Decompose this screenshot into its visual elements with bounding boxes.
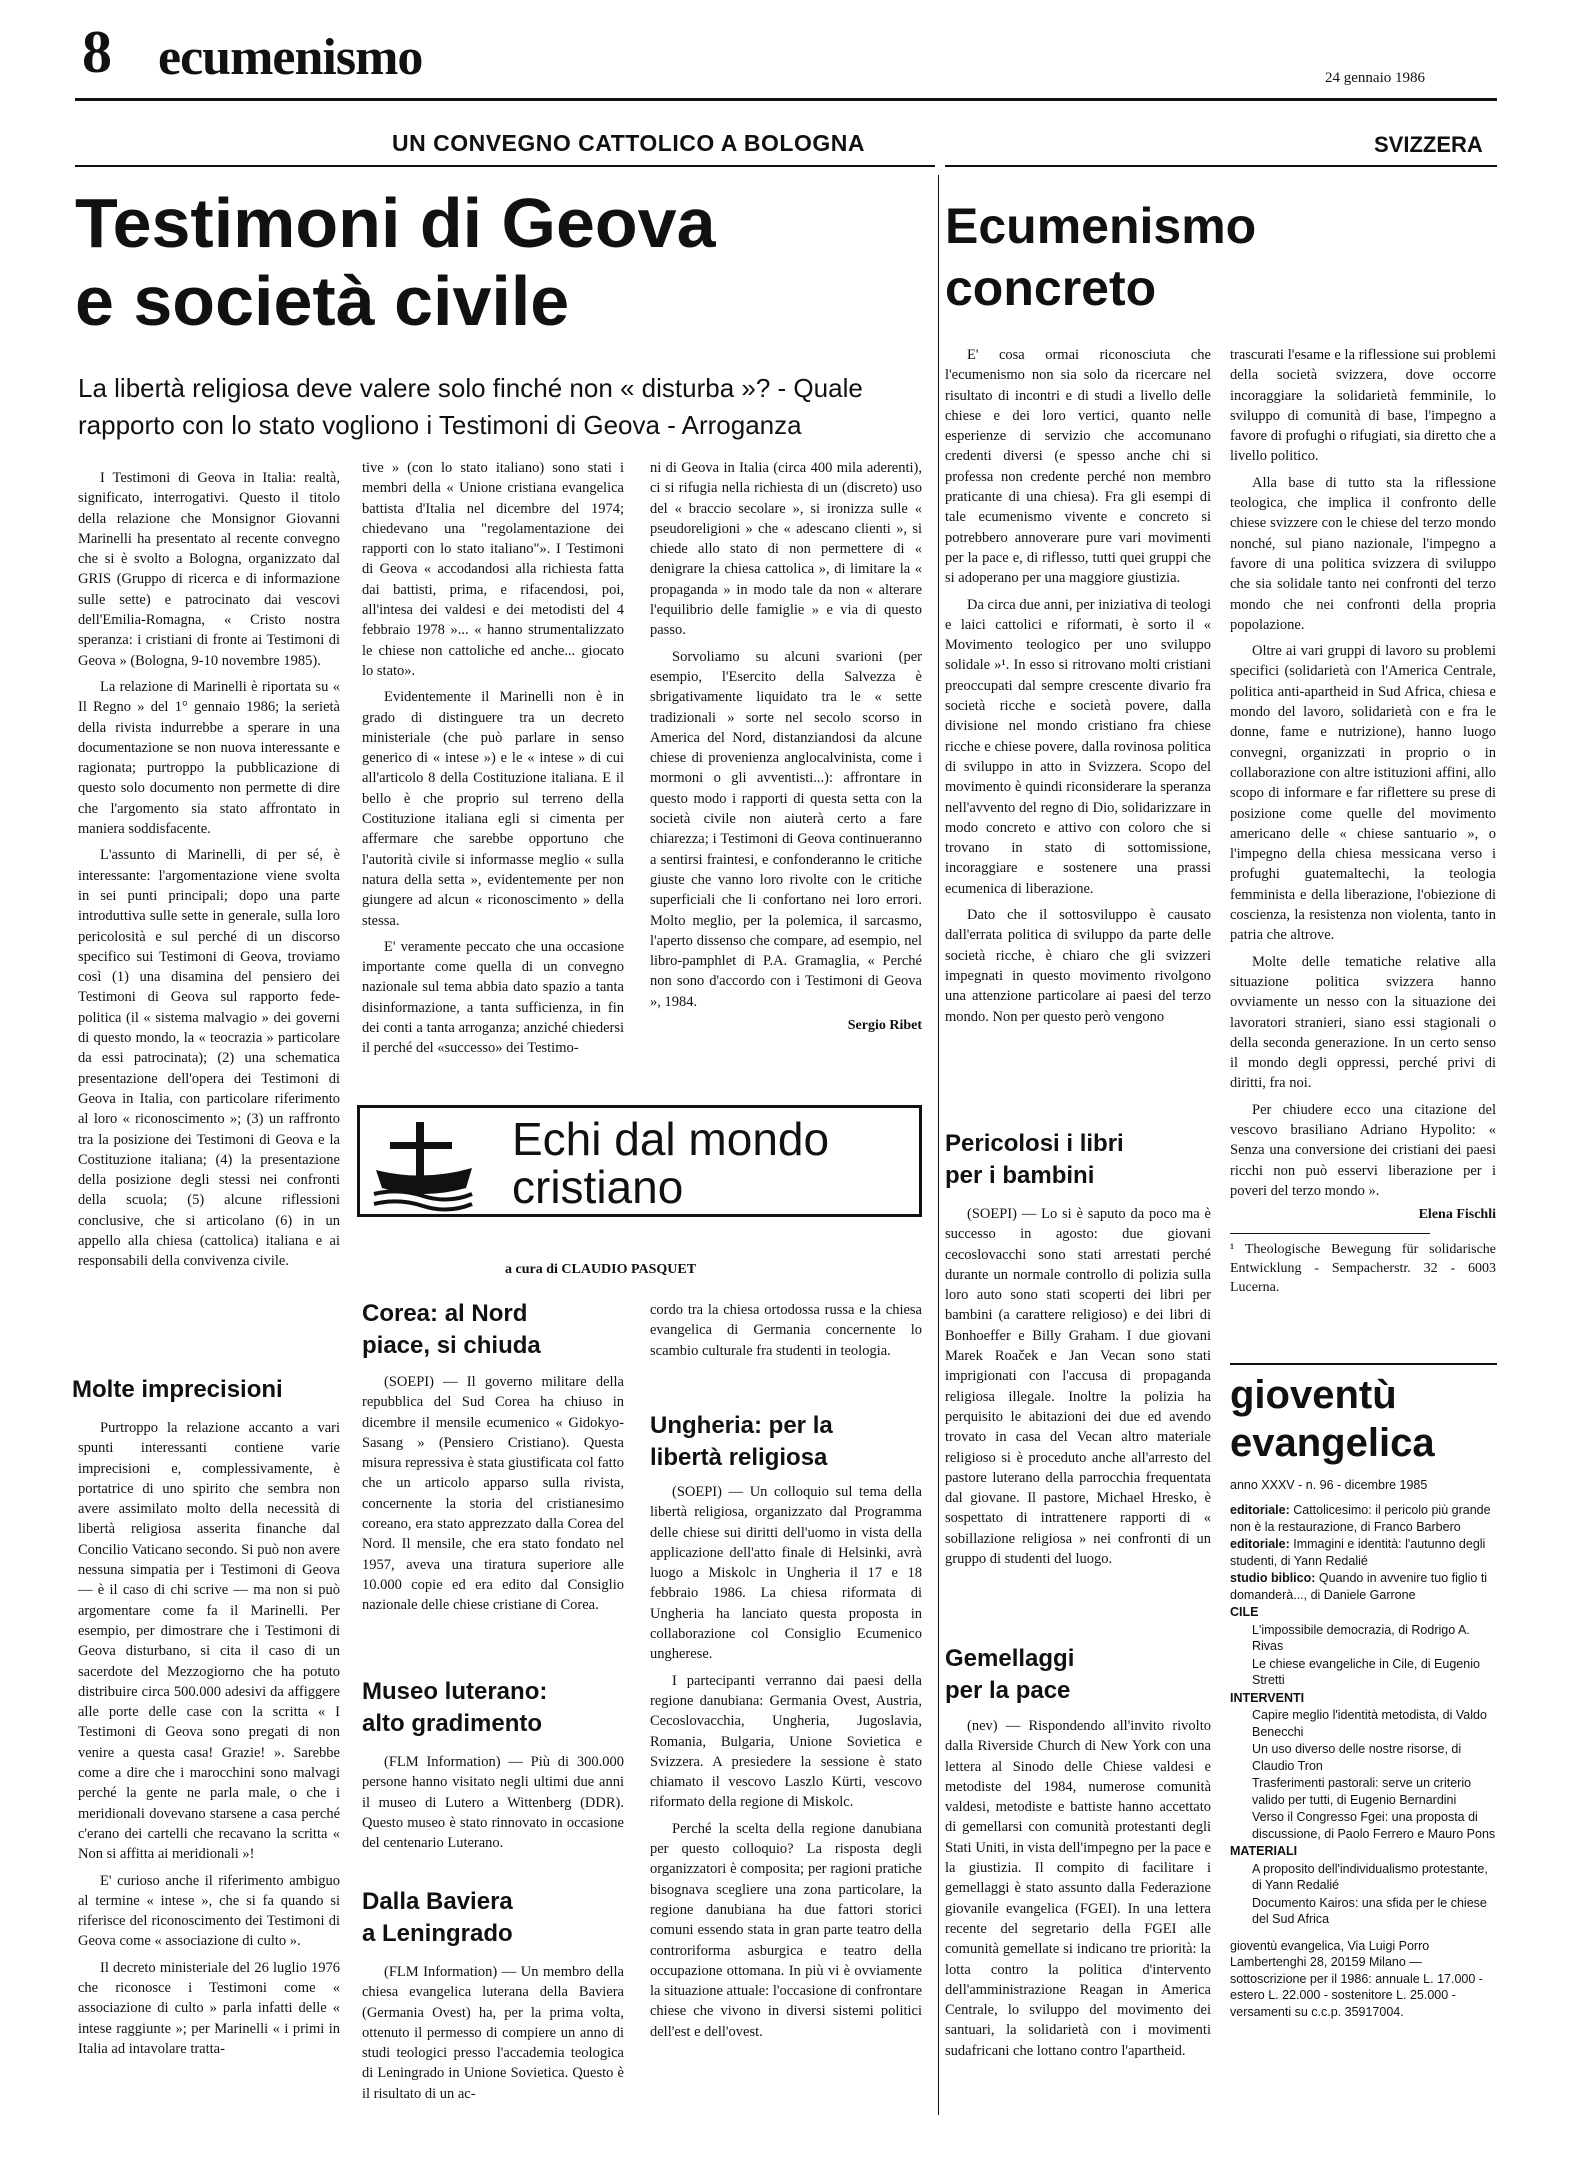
baviera-headline-2: a Leningrado: [362, 1920, 513, 1947]
contents-item: A proposito dell'individualismo protestante, di Yann Redalié: [1252, 1861, 1488, 1892]
contents-item: L'impossibile democrazia, di Rodrigo A. Rivas: [1252, 1622, 1470, 1653]
gioventu-subscription: gioventù evangelica, Via Luigi Porro Lambertenghi 28, 20159 Milano — sottoscrizione per il 1986: annuale L. 17.000 - estero L. 22.000 - sostenitore L. 25.000 - versamenti su c.c.p. 35917004.: [1230, 1938, 1483, 2019]
contents-item: Documento Kairos: una sfida per le chiese del Sud Africa: [1252, 1895, 1487, 1926]
subhead-molte-imprecisioni: Molte imprecisioni: [72, 1376, 283, 1403]
paragraph: Alla base di tutto sta la riflessione teologica, che implica il confronto delle chiese svizzere con le chiese del terzo mondo nonché, sul piano nazionale, l'impegno a favore di una politica svizzera di sviluppo che sia solidale tanto nei confronti del terzo mondo che nei confronti della propria popolazione.: [1230, 474, 1496, 633]
paragraph: (SOEPI) — Lo si è saputo da poco ma è successo in agosto: due giovani cecoslovacchi sono stati arrestati perché durante un normale controllo di polizia sulla loro auto sono stati scoperti dei libri per bambini (a carattere religioso) e dei libri di Bonhoeffer e Billy Graham. I due giovani Marek Roaček e Jan Vecan sono stati imprigionati con l'accusa di propaganda religiosa illegale. Inoltre la polizia ha perquisito le abitazioni dei due ed avendo trovato in casa del Vecan altro materiale religioso si è proceduto anche all'arresto del pastore luterano della parrocchia frequentata dal giovane. Il pastore, Michael Hresko, è sospettato di intrattenere rapporti di « sobillazione religiosa » nei confronti di un gruppo di studenti del luogo.: [945, 1206, 1211, 1568]
museo-text: [362, 1752, 624, 1859]
paragraph: (SOEPI) — Un colloquio sul tema della libertà religiosa, organizzato dal Programma delle chiese sui diritti dell'uomo in vista della applicazione dell'atto finale di Helsinki, avrà luogo a Miskolc in Ungheria il 17 e 18 febbraio 1986. La chiesa riformata di Ungheria ha lanciato questa proposta in collaborazione col Consiglio Ecumenico ungherese.: [650, 1484, 922, 1663]
gemellaggi-headline-2: per la pace: [945, 1677, 1071, 1704]
paragraph: Per chiudere ecco una citazione del vescovo brasiliano Adriano Hypolito: « Senza una conversione dei cristiani dei paesi ricchi non può esservi liberazione per i poveri del terzo mondo ».: [1230, 1101, 1496, 1199]
signature-ribet: Sergio Ribet: [847, 1018, 922, 1034]
paragraph: (SOEPI) — Il governo militare della repubblica del Sud Corea ha chiuso in dicembre il mensile ecumenico « Gidokyo-Sasang » (Pensiero Cristiano). Questa misura repressiva è stata giustificata col fatto che un articolo apparso sulla rivista, concernente la storia del cristianesimo coreano, era stato apprezzato dalla Corea del Nord. Il mensile, che era stato fondato nel 1957, aveva una tiratura superiore alle 10.000 copie ed era edito dal Consiglio nazionale delle chiese cristiane di Corea.: [362, 1374, 624, 1614]
paragraph: Da circa due anni, per iniziativa di teologi e laici cattolici e riformati, è sorto il « Movimento teologico per uno sviluppo solidale »¹. In esso si ritrovano molti cristiani preoccupati dal sempre crescente divario fra società ricche e società povere, dalla divisione nel mondo cristiano fra chiese ricche e chiese povere, dalla rovinosa politica di sviluppo in atto in Svizzera. Scopo del movimento è quindi riconsiderare la speranza nell'avvento del regno di Dio, solidarizzare in modo concreto e attivo con coloro che si trovano in stato di sottomissione, incoraggiare e sostenere una prassi ecumenica di liberazione.: [945, 596, 1211, 897]
paragraph: ni di Geova in Italia (circa 400 mila aderenti), ci si rifugia nella richiesta di un (discreto) uso del « braccio secolare », si ironizza sulle « pseudoreligioni » che « adescano clienti », si chiede allo stato di non permettere di « denigrare la chiesa cattolica », di limitare la « propaganda » in modo tale da non « alterare l'equilibrio delle famiglie » e via di questo passo.: [650, 460, 922, 639]
contents-item: editoriale: Cattolicesimo: il pericolo più grande non è la restaurazione, di Franco Barbero: [1230, 1503, 1491, 1534]
echi-box: [357, 1105, 922, 1217]
contents-section: MATERIALI: [1230, 1844, 1298, 1858]
right-kicker: SVIZZERA: [1374, 132, 1483, 157]
paragraph: (FLM Information) — Un membro della chiesa evangelica luterana della Baviera (Germania Ovest) ha, per la prima volta, ottenuto il permesso di compiere un anno di studi teologici presso l'accademia teologica di Leningrado in Unione Sovietica. Questo è il risultato di un ac-: [362, 1964, 624, 2102]
contents-item: Le chiese evangeliche in Cile, di Eugenio Stretti: [1252, 1656, 1480, 1687]
paragraph: E' veramente peccato che una occasione importante come quella di un convegno nazionale sul tema abbia dato spazio a tanta disinformazione, a tanta sufficienza, in fin dei conti a tanta arroganza; anziché chiedersi il perché del «successo» dei Testimo-: [362, 938, 624, 1057]
ungheria-text: [650, 1482, 922, 2048]
right-story-col-2: [1230, 345, 1496, 1297]
paragraph: trascurati l'esame e la riflessione sui problemi della società svizzera, dove occorre incoraggiare la solidarietà femminile, lo sviluppo di comunità di base, l'impegno a favore di profughi o rifugiati, sia diretto che a livello politico.: [1230, 347, 1496, 465]
gioventu-title-1: gioventù: [1230, 1373, 1397, 1417]
right-story-col-1: [945, 345, 1211, 1033]
contents-item: Verso il Congresso Fgei: una proposta di discussione, di Paolo Ferrero e Mauro Pons: [1252, 1810, 1496, 1841]
contents-item: Trasferimenti pastorali: serve un criterio valido per tutti, di Eugenio Bernardini: [1252, 1776, 1472, 1807]
section-title: ecumenismo: [158, 29, 423, 86]
left-story-col-2: [362, 458, 624, 1065]
kicker-rule: [75, 165, 935, 167]
contents-item: studio biblico: Quando in avvenire tuo figlio ti domanderà..., di Daniele Garrone: [1230, 1571, 1488, 1602]
paragraph: L'assunto di Marinelli, di per sé, è interessante: l'argomentazione viene svolta in sei punti principali; dopo una parte introduttiva sulle sette in generale, sulla loro pericolosità e sul perché di un discorso specifico sui Testimoni di Geova, troviamo così (1) una disamina del pensiero dei Testimoni di Geova sul rapporto fede-politica (il « sistema malvagio » dei governi di questo mondo, la « teocrazia » particolare da essi patrocinata); (2) una schematica presentazione dell'opera dei Testimoni di Geova in Italia, con particolare riferimento al loro « riconoscimento »; (3) un raffronto tra la posizione dei Testimoni di Geova e la Costituzione italiana; (4) la presentazione della posizione degli stessi nei confronti della scuola; (5) alcune riflessioni conclusive, che si articolano (6) in un appello alla chiesa (cattolica) italiana e ai responsabili della convivenza civile.: [78, 847, 340, 1270]
contents-section: CILE: [1230, 1605, 1259, 1619]
paragraph: La relazione di Marinelli è riportata su « Il Regno » del 1° gennaio 1986; la serietà della rivista indurrebbe a sperare in una documentazione se non nuova interessante e ragionata; purtroppo la pubblicazione di questo solo documento non permette di dire che l'argomento sia stato affrontato in maniera soddisfacente.: [78, 678, 340, 838]
right-headline-2: concreto: [945, 260, 1157, 316]
echi-curator: a cura di CLAUDIO PASQUET: [505, 1262, 697, 1277]
pericolosi-headline-1: Pericolosi i libri: [945, 1130, 1124, 1157]
contents-item: Capire meglio l'identità metodista, di Valdo Benecchi: [1252, 1708, 1487, 1739]
signature-fischli: Elena Fischli: [1418, 1207, 1496, 1223]
paragraph: Molte delle tematiche relative alla situazione politica svizzera hanno ovviamente un nesso con la situazione dei lavoratori stranieri, siano essi stagionali o della seconda generazione. In un certo senso il mondo degli oppressi, perché privi di diritti, fra noi.: [1230, 953, 1496, 1092]
ungheria-headline-2: libertà religiosa: [650, 1444, 828, 1471]
left-story-col-3: [650, 458, 922, 1034]
pericolosi-headline-2: per i bambini: [945, 1162, 1095, 1189]
paragraph: Oltre ai vari gruppi di lavoro su problemi specifici (solidarietà con l'America Centrale, politica anti-apartheid in Sud Africa, chiesa e mondo del lavoro, solidarietà con e fra le donne, fame e nutrizione), hanno luogo convegni, organizzati in proprio o in collaborazione con altre istituzioni affini, allo scopo di informare e far riflettere su prese di posizione come quelle del movimento americano delle « chiese santuario », o l'impegno della chiesa messicana verso i profughi guatemaltechi, la teologia femminista e della liberazione, l'obiezione di coscienza, la resistenza non violenta, tanto in patria che altrove.: [1230, 643, 1496, 944]
paragraph: I partecipanti verranno dai paesi della regione danubiana: Germania Ovest, Austria, Cecoslovacchia, Ungheria, Jugoslavia, Romania, Bulgaria, Unione Sovietica e Svizzera. A presiedere la sessione è stato chiamato il vescovo Laszlo Kürti, vescovo riformato della regione di Miskolc.: [650, 1672, 922, 1811]
paragraph: (nev) — Rispondendo all'invito rivolto dalla Riverside Church di New York con una lettera al Sinodo delle Chiese valdesi e metodiste del 1984, numerose comunità valdesi, metodiste e battiste hanno accettato di gemellarsi con comunità protestanti degli Stati Uniti, in vista dell'impegno per la pace e la giustizia. Il compito di facilitare i gemellaggi è stato assunto dalla Federazione giovanile evangelica (FGEI). In una lettera recente del segretario della FGEI alle comunità gemellate si indicano tre priorità: la lotta contro la politica d'intervento dell'amministrazione Reagan in America Centrale, lo sviluppo del movimento dei santuari, la solidarietà con i movimenti sudafricani che lottano contro l'apartheid.: [945, 1718, 1211, 2059]
gioventu-top-rule: [1230, 1363, 1497, 1365]
gioventu-issue: anno XXXV - n. 96 - dicembre 1985: [1230, 1478, 1428, 1492]
issue-date: 24 gennaio 1986: [1325, 70, 1425, 86]
pericolosi-text: [945, 1204, 1211, 1575]
paragraph: cordo tra la chiesa ortodossa russa e la chiesa evangelica di Germania concernente lo scambio culturale fra studenti in teologia.: [650, 1302, 922, 1359]
cross-boat-icon: [368, 1110, 478, 1214]
footnote: ¹ Theologische Bewegung für solidarische Entwicklung - Sempacherstr. 32 - 6003 Lucerna.: [1230, 1242, 1496, 1296]
paragraph: Sorvoliamo su alcuni svarioni (per esempio, l'Esercito della Salvezza è sbrigativamente liquidato tra le « sette tradizionali » sorte nel secolo scorso in America del Nord, distanziandosi da alcune chiese di provenienza anglocalvinista, come i mormoni o gli avventisti...): affrontare in questo modo i rapporti di questa setta con la società civile non aiuterà certo a fare chiarezza; i Testimoni di Geova continueranno a sentirsi fraintesi, e confonderanno le critiche giuste che vanno loro rivolte con le critiche superficiali che li confortano nei loro errori. Molto meglio, per la polemica, il sarcasmo, l'aperto dissenso che compare, ad esempio, nel libro-pamphlet di P.A. Gramaglia, « Perché non sono d'accordo con i Testimoni di Geova », 1984.: [650, 648, 922, 1010]
museo-headline-2: alto gradimento: [362, 1710, 543, 1737]
paragraph: (FLM Information) — Più di 300.000 persone hanno visitato negli ultimi due anni il museo di Lutero a Wittenberg (DDR). Questo museo è stato rinnovato in occasione del centenario Luterano.: [362, 1754, 624, 1852]
page-number: 8: [82, 19, 112, 85]
paragraph: Evidentemente il Marinelli non è in grado di distinguere tra un decreto ministeriale (che può parlare in senso generico di « intese ») e le « intese » di cui all'articolo 8 della Costituzione italiana. E il bello è che proprio sul terreno della Costituzione italiana egli si cimenta per affermare che sarebbe opportuno che l'autorità civile si informasse meglio « sulla natura della setta », evidentemente per non giungere ad alcun « riconoscimento » della stessa.: [362, 689, 624, 929]
corea-headline-2: piace, si chiuda: [362, 1332, 541, 1359]
column-rule: [938, 175, 939, 2115]
echi-mid-top: [650, 1300, 922, 1367]
ungheria-headline-1: Ungheria: per la: [650, 1412, 833, 1439]
left-story-col-1: [78, 468, 340, 1278]
contents-item: Un uso diverso delle nostre risorse, di Claudio Tron: [1252, 1742, 1462, 1773]
paragraph: Il decreto ministeriale del 26 luglio 1976 che riconosce i Testimoni come « associazione di culto » parla infatti delle « intese raggiunte »; per Marinelli « i primi in Italia ad intavolare tratta-: [78, 1959, 340, 2057]
paragraph: I Testimoni di Geova in Italia: realtà, significato, interrogativi. Questo il titolo della relazione che Monsignor Giovanni Marinelli ha presentato al recente convegno che si è svolto a Bologna, organizzato dal GRIS (Gruppo di ricerca e di informazione sulle sette) e patrocinato dai vescovi dell'Emilia-Romagna, « Cristo nostra speranza: i cristiani di fronte ai Testimoni di Geova » (Bologna, 9-10 novembre 1985).: [78, 470, 340, 669]
baviera-text: [362, 1962, 624, 2110]
paragraph: E' curioso anche il riferimento ambiguo al termine « intese », che si fa quando si riferisce del riconoscimento dei Testimoni di Geova come « associazione di culto ».: [78, 1872, 340, 1950]
corea-headline-1: Corea: al Nord: [362, 1300, 528, 1327]
gioventu-title-2: evangelica: [1230, 1421, 1435, 1465]
right-headline-1: Ecumenismo: [945, 198, 1257, 254]
left-story-col-1b: [78, 1418, 340, 2065]
deck-line-2: rapporto con lo stato vogliono i Testimoni di Geova - Arroganza: [78, 410, 802, 440]
paragraph: Purtroppo la relazione accanto a vari spunti interessanti contiene varie imprecisioni e, complessivamente, è portatrice di uno spirito che sembra non avere assimilato molto della necessità di libertà religiosa asserita finanche dal Concilio Vaticano secondo. Si può non avere nessuna simpatia per i Testimoni di Geova — è il caso di chi scrive — ma non si può argomentare come fa il Marinelli. Per esempio, per dimostrare che i Testimoni di Geova disturbano, si cita il caso di un sacerdote del Mezzogiorno che ha potuto distribuire circa 500.000 adesivi da affiggere alle porte delle case con la scritta « I Testimoni di Geova sono pregati di non venire a questa casa! Grazie! ». Sarebbe come a dire che i marocchini sono malvagi perché la gente ne parla male, o che i meridionali dovevano starsene a casa perché c'erano dei cartelli che recavano la scritta « Non si affitta ai meridionali »!: [78, 1420, 340, 1863]
echi-title-2: cristiano: [512, 1161, 684, 1213]
story-kicker: UN CONVEGNO CATTOLICO A BOLOGNA: [392, 130, 865, 156]
paragraph: Dato che il sottosviluppo è causato dall'errata politica di sviluppo da parte delle società ricche, è chiaro che gli svizzeri impegnati in questo movimento rivolgono una attenzione particolare ai paesi del terzo mondo. Non per questo però vengono: [945, 907, 1211, 1025]
headline-line-2: e società civile: [75, 262, 570, 340]
contents-section: INTERVENTI: [1230, 1690, 1305, 1705]
right-kicker-rule: [945, 165, 1497, 167]
echi-title-1: Echi dal mondo: [512, 1113, 830, 1165]
paragraph: Perché la scelta della regione danubiana per questo colloquio? La risposta degli organizzatori è composita; per ragioni pratiche bisognava scegliere una zona particolare, la regione danubiana ha due fattori storici comuni essendo stata in gran parte teatro della controriforma asburgica e teatro della occupazione ottomana. In più vi è ovviamente la situazione attuale: l'occasione di confrontare chiese che vivono in diversi sistemi politici dell'est e dell'ovest.: [650, 1820, 922, 2040]
deck-line-1: La libertà religiosa deve valere solo finché non « disturba »? - Quale: [78, 373, 863, 403]
headline-line-1: Testimoni di Geova: [75, 184, 716, 262]
gemellaggi-text: [945, 1716, 1211, 2067]
gioventu-contents: [1230, 1502, 1496, 2021]
baviera-headline-1: Dalla Baviera: [362, 1888, 513, 1915]
contents-item: editoriale: Immagini e identità: l'autunno degli studenti, di Yann Redalié: [1230, 1537, 1486, 1568]
corea-text: [362, 1372, 624, 1622]
masthead-rule: [75, 98, 1497, 101]
paragraph: E' cosa ormai riconosciuta che l'ecumenismo non sia solo da ricercare nel risultato di incontri e di studi a livello delle chiese e dei loro vertici, quanto nelle esperienze di servizio che accomunano credenti diversi (e spesso anche chi si professa non credente perché non membro praticante di una chiesa). Fra gli esempi di tale ecumenismo vivente e concreto si potrebbero annoverare pure vari movimenti per la pace e, di riflesso, tutti quei gruppi che si adoperano per una maggiore giustizia.: [945, 347, 1211, 587]
museo-headline-1: Museo luterano:: [362, 1678, 548, 1705]
gemellaggi-headline-1: Gemellaggi: [945, 1645, 1075, 1672]
paragraph: tive » (con lo stato italiano) sono stati i membri della « Unione cristiana evangelica battista d'Italia nel dicembre del 1974; chiedevano una "regolamentazione dei rapporti con lo stato italiano"». I Testimoni di Geova « accodandosi alla richiesta fatta dai battisti, prima, e rifacendosi, poi, all'intesa dei valdesi e dei metodisti del 4 febbraio 1978 »... « hanno strumentalizzato le chiese non cattoliche ed anche... giocato lo stato».: [362, 460, 624, 679]
